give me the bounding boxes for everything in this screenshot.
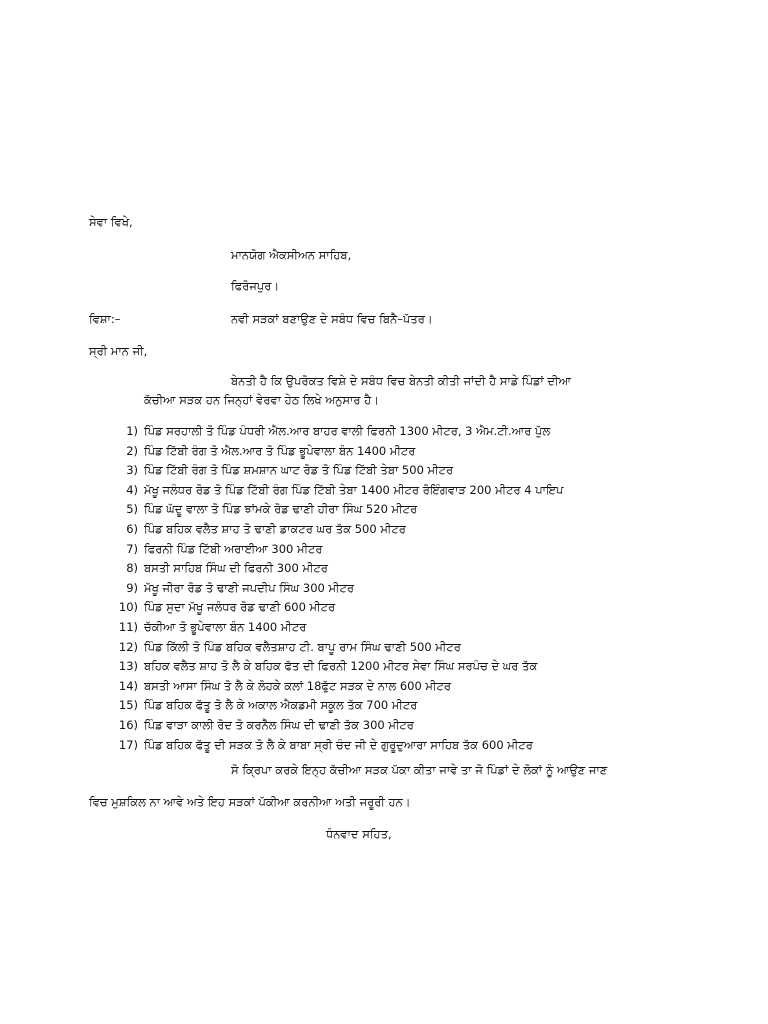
list-item: [114, 445, 563, 465]
list-item-number: 8): [126, 561, 138, 576]
list-item: [114, 621, 563, 641]
list-item: [114, 543, 563, 563]
list-item-text: ਚੱਕੀਆ ਤੋ ਭੂਪੇਵਾਲਾ ਬੰਨ 1400 ਮੀਟਰ: [144, 619, 307, 634]
intro-paragraph-line2: ਕੱਚੀਆ ਸੜਕ ਹਨ ਜਿਨ੍ਹਾਂ ਵੇਰਵਾ ਹੇਠ ਲਿਖੇ ਅਨੁਸਾਰ ਹੈ।: [144, 393, 379, 407]
list-item-text: ਬਹਿਕ ਵਲੈਤ ਸ਼ਾਹ ਤੋ ਲੈ ਕੇ ਬਹਿਕ ਫੱਤ ਦੀ ਫਿਰਨੀ 1200 ਮੀਟਰ ਸੇਵਾ ਸਿੰਘ ਸਰਪੰਚ ਦੇ ਘਰ ਤੱਕ: [144, 659, 538, 674]
list-item-text: ਪਿੰਡ ਸੁਦਾ ਮੱਖੂ ਜਲੰਧਰ ਰੋਡ ਢਾਣੀ 600 ਮੀਟਰ: [144, 600, 336, 615]
list-item: [114, 503, 563, 523]
subject-text: ਨਵੀ ਸੜਕਾਂ ਬਣਾਉਣ ਦੇ ਸਬੰਧ ਵਿਚ ਬਿਨੈ–ਪੱਤਰ।: [231, 312, 433, 326]
list-item-text: ਬਸਤੀ ਸਾਹਿਬ ਸਿੰਘ ਦੀ ਫਿਰਨੀ 300 ਮੀਟਰ: [144, 561, 328, 576]
list-item: [114, 601, 563, 621]
list-item-text: ਪਿੰਡ ਕਿੱਲੀ ਤੋ ਪਿੰਡ ਬਹਿਕ ਵਲੈਤਸ਼ਾਹ ਟੀ. ਬਾਪੂ ਰਾਮ ਸਿੰਘ ਢਾਣੀ 500 ਮੀਟਰ: [144, 639, 461, 654]
list-item-text: ਬਸਤੀ ਆਸਾ ਸਿੰਘ ਤੋ ਲੈ ਕੇ ਲੋਹਕੇ ਕਲਾਂ 18ਫੁੱਟ ਸੜਕ ਦੇ ਨਾਲ 600 ਮੀਟਰ: [144, 678, 451, 693]
list-item-number: 15): [118, 698, 138, 713]
list-item: [114, 660, 563, 680]
list-item-number: 2): [126, 443, 138, 458]
list-item: [114, 680, 563, 700]
list-item: [114, 484, 563, 504]
list-item-number: 6): [126, 521, 138, 536]
closing-line1: ਸੋ ਕ੍ਰਿਪਾ ਕਰਕੇ ਇਨ੍ਹ ਕੱਚੀਆ ਸੜਕ ਪੱਕਾ ਕੀਤਾ ਜਾਵੇ ਤਾ ਜੋ ਪਿੰਡਾਂ ਦੇ ਲੋਕਾਂ ਨੂੰ ਆਉਣ ਜਾਣ: [231, 763, 608, 777]
list-item-number: 11): [118, 619, 138, 634]
list-item: [114, 464, 563, 484]
list-item-number: 16): [118, 717, 138, 732]
list-item-text: ਪਿੰਡ ਟਿੱਬੀ ਰੰਗ ਤੋ ਪਿੰਡ ਸ਼ਮਸ਼ਾਨ ਘਾਟ ਰੋਡ ਤੋ ਪਿੰਡ ਟਿੱਬੀ ਤੇਬਾ 500 ਮੀਟਰ: [144, 463, 454, 478]
list-item-number: 13): [118, 659, 138, 674]
list-item: [114, 523, 563, 543]
list-item-number: 4): [126, 482, 138, 497]
list-item-number: 12): [118, 639, 138, 654]
list-item-text: ਪਿੰਡ ਟਿੱਬੀ ਰੰਗ ਤੋ ਐਲ.ਆਰ ਤੋ ਪਿੰਡ ਭੂਪੇਵਾਲਾ ਬੰਨ 1400 ਮੀਟਰ: [144, 443, 416, 458]
closing-line2: ਵਿਚ ਮੁਸ਼ਕਿਲ ਨਾ ਆਵੇ ਅਤੇ ਇਹ ਸੜਕਾਂ ਪੱਕੀਆ ਕਰਨੀਆ ਅਤੀ ਜਰੂਰੀ ਹਨ।: [89, 795, 411, 809]
recipient-city: ਫਿਰੋਜਪੁਰ।: [231, 279, 280, 293]
list-item-number: 14): [118, 678, 138, 693]
salutation: ਸੇਵਾ ਵਿਖੇ,: [89, 215, 133, 229]
list-item-text: ਪਿੰਡ ਬਹਿਕ ਵਲੈਤ ਸ਼ਾਹ ਤੋ ਢਾਣੀ ਡਾਕਟਰ ਘਰ ਤੱਕ 500 ਮੀਟਰ: [144, 521, 406, 536]
list-item-text: ਪਿੰਡ ਬਹਿਕ ਫੱਤੂ ਦੀ ਸੜਕ ਤੋ ਲੈ ਕੇ ਬਾਬਾ ਸ੍ਰੀ ਚੰਦ ਜੀ ਦੇ ਗੁਰੂਦੁਆਰਾ ਸਾਹਿਬ ਤੱਕ 600 ਮੀਟਰ: [144, 737, 533, 752]
list-item-text: ਮੱਖੂ ਜਲੰਧਰ ਰੋਡ ਤੋ ਪਿੰਡ ਟਿੱਬੀ ਰੰਗ ਪਿੰਡ ਟਿੱਬੀ ਤੇਬਾ 1400 ਮੀਟਰ ਰੋਇੰਗਵਾੜ 200 ਮੀਟਰ 4 ਪਾਇਪ: [144, 482, 564, 497]
list-item: [114, 719, 563, 739]
subject-label: ਵਿਸ਼ਾ:–: [89, 312, 121, 326]
list-item: [114, 641, 563, 661]
list-item: [114, 699, 563, 719]
recipient-title: ਮਾਨਯੋਗ ਐਕਸੀਅਨ ਸਾਹਿਬ,: [231, 248, 352, 262]
list-item: [114, 425, 563, 445]
list-item-text: ਪਿੰਡ ਵਾੜਾ ਕਾਲੀ ਰੋਦ ਤੋ ਕਰਨੈਲ ਸਿੰਘ ਦੀ ਢਾਣੀ ਤੱਕ 300 ਮੀਟਰ: [144, 717, 414, 732]
list-item-number: 10): [118, 600, 138, 615]
list-item-number: 17): [118, 737, 138, 752]
list-item: [114, 562, 563, 582]
list-item-number: 1): [126, 424, 138, 438]
list-item-number: 5): [126, 502, 138, 517]
list-item-text: ਪਿੰਡ ਘੱਦੂ ਵਾਲਾ ਤੋ ਪਿੰਡ ਝਾਂਮਕੇ ਰੋਡ ਢਾਣੀ ਹੀਰਾ ਸਿੰਘ 520 ਮੀਟਰ: [144, 502, 418, 517]
list-item-text: ਪਿੰਡ ਬਹਿਕ ਫੱਤੂ ਤੋ ਲੈ ਕੇ ਅਕਾਲ ਐਕਡਮੀ ਸਕੂਲ ਤੱਕ 700 ਮੀਟਰ: [144, 698, 418, 713]
list-item-text: ਪਿੰਡ ਸਰਹਾਲੀ ਤੋ ਪਿੰਡ ਪੰਧਰੀ ਐਲ.ਆਰ ਬਾਹਰ ਵਾਲੀ ਫਿਰਨੀ 1300 ਮੀਟਰ, 3 ਐਮ.ਟੀ.ਆਰ ਪੁੱਲ: [144, 424, 551, 438]
road-list: [114, 425, 563, 758]
list-item: [114, 582, 563, 602]
list-item: [114, 739, 563, 759]
intro-paragraph-line1: ਬੇਨਤੀ ਹੈ ਕਿ ਉਪਰੋਕਤ ਵਿਸ਼ੇ ਦੇ ਸਬੰਧ ਵਿਚ ਬੇਨਤੀ ਕੀਤੀ ਜਾਂਦੀ ਹੈ ਸਾਡੇ ਪਿੰਡਾਂ ਦੀਆ: [231, 374, 572, 388]
list-item-text: ਮੱਖੂ ਜੀਰਾ ਰੋਡ ਤੋ ਢਾਣੀ ਜਪਦੀਪ ਸਿੰਘ 300 ਮੀਟਰ: [144, 580, 355, 595]
list-item-number: 7): [126, 541, 138, 556]
list-item-number: 9): [126, 580, 138, 595]
signoff: ਧੰਨਵਾਦ ਸਹਿਤ,: [326, 827, 392, 841]
list-item-text: ਫਿਰਨੀ ਪਿੰਡ ਟਿੱਬੀ ਅਰਾਈਆ 300 ਮੀਟਰ: [144, 541, 323, 556]
greeting: ਸ੍ਰੀ ਮਾਨ ਜੀ,: [89, 344, 148, 358]
list-item-number: 3): [126, 463, 138, 478]
